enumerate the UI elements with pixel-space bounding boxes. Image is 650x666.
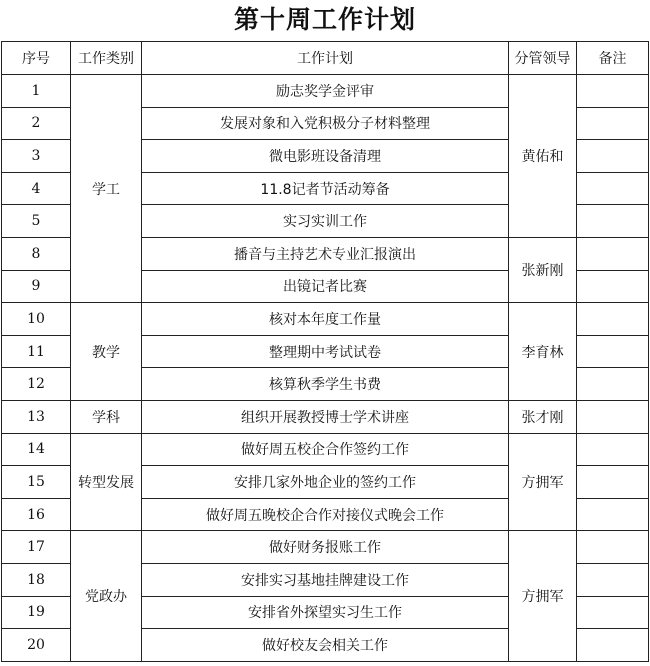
row-note	[577, 466, 649, 499]
row-plan: 安排几家外地企业的签约工作	[142, 466, 509, 499]
row-seq: 1	[2, 75, 71, 108]
page-title: 第十周工作计划	[233, 5, 416, 34]
row-plan: 微电影班设备清理	[142, 140, 509, 173]
row-note	[577, 368, 649, 401]
row-seq: 18	[2, 563, 71, 596]
row-plan: 核算秋季学生书费	[142, 368, 509, 401]
header-note: 备注	[577, 42, 649, 75]
row-note	[577, 563, 649, 596]
row-seq: 9	[2, 270, 71, 303]
row-seq: 19	[2, 596, 71, 629]
leader-cell: 李育林	[509, 303, 577, 401]
row-seq: 2	[2, 107, 71, 140]
row-note	[577, 498, 649, 531]
row-note	[577, 596, 649, 629]
row-seq: 13	[2, 400, 71, 433]
row-plan: 整理期中考试试卷	[142, 335, 509, 368]
row-seq: 3	[2, 140, 71, 173]
leader-cell: 张才刚	[509, 400, 577, 433]
row-seq: 17	[2, 531, 71, 564]
category-cell: 转型发展	[71, 433, 142, 531]
table-row	[2, 75, 649, 108]
row-note	[577, 75, 649, 108]
row-note	[577, 433, 649, 466]
row-note	[577, 140, 649, 173]
category-cell: 党政办	[71, 531, 142, 661]
leader-cell: 方拥军	[509, 531, 577, 661]
header-category: 工作类别	[71, 42, 142, 75]
row-plan: 做好校友会相关工作	[142, 629, 509, 662]
table-row	[2, 433, 649, 466]
row-note	[577, 205, 649, 238]
row-note	[577, 531, 649, 564]
row-plan: 出镜记者比赛	[142, 270, 509, 303]
header-leader: 分管领导	[509, 42, 577, 75]
row-plan: 实习实训工作	[142, 205, 509, 238]
row-note	[577, 303, 649, 336]
work-plan-table	[1, 41, 649, 662]
row-note	[577, 172, 649, 205]
row-note	[577, 237, 649, 270]
header-plan: 工作计划	[142, 42, 509, 75]
row-plan: 做好财务报账工作	[142, 531, 509, 564]
leader-cell: 黄佑和	[509, 75, 577, 238]
row-plan: 核对本年度工作量	[142, 303, 509, 336]
row-seq: 5	[2, 205, 71, 238]
row-plan: 11.8记者节活动筹备	[142, 172, 509, 205]
row-seq: 8	[2, 237, 71, 270]
row-plan: 发展对象和入党积极分子材料整理	[142, 107, 509, 140]
row-plan: 安排实习基地挂牌建设工作	[142, 563, 509, 596]
leader-cell: 方拥军	[509, 433, 577, 531]
row-seq: 20	[2, 629, 71, 662]
header-seq: 序号	[2, 42, 71, 75]
row-seq: 10	[2, 303, 71, 336]
category-cell: 教学	[71, 303, 142, 401]
row-seq: 12	[2, 368, 71, 401]
row-seq: 4	[2, 172, 71, 205]
leader-cell: 张新刚	[509, 237, 577, 302]
row-seq: 14	[2, 433, 71, 466]
row-plan: 做好周五校企合作签约工作	[142, 433, 509, 466]
row-seq: 11	[2, 335, 71, 368]
row-note	[577, 335, 649, 368]
table-row	[2, 303, 649, 336]
table-row	[2, 400, 649, 433]
table-header-row	[2, 42, 649, 75]
row-note	[577, 107, 649, 140]
row-seq: 15	[2, 466, 71, 499]
row-plan: 安排省外探望实习生工作	[142, 596, 509, 629]
row-plan: 组织开展教授博士学术讲座	[142, 400, 509, 433]
row-plan: 做好周五晚校企合作对接仪式晚会工作	[142, 498, 509, 531]
category-cell: 学科	[71, 400, 142, 433]
row-plan: 励志奖学金评审	[142, 75, 509, 108]
row-plan: 播音与主持艺术专业汇报演出	[142, 237, 509, 270]
row-note	[577, 270, 649, 303]
row-seq: 16	[2, 498, 71, 531]
category-cell: 学工	[71, 75, 142, 303]
table-row	[2, 531, 649, 564]
row-note	[577, 400, 649, 433]
row-note	[577, 629, 649, 662]
